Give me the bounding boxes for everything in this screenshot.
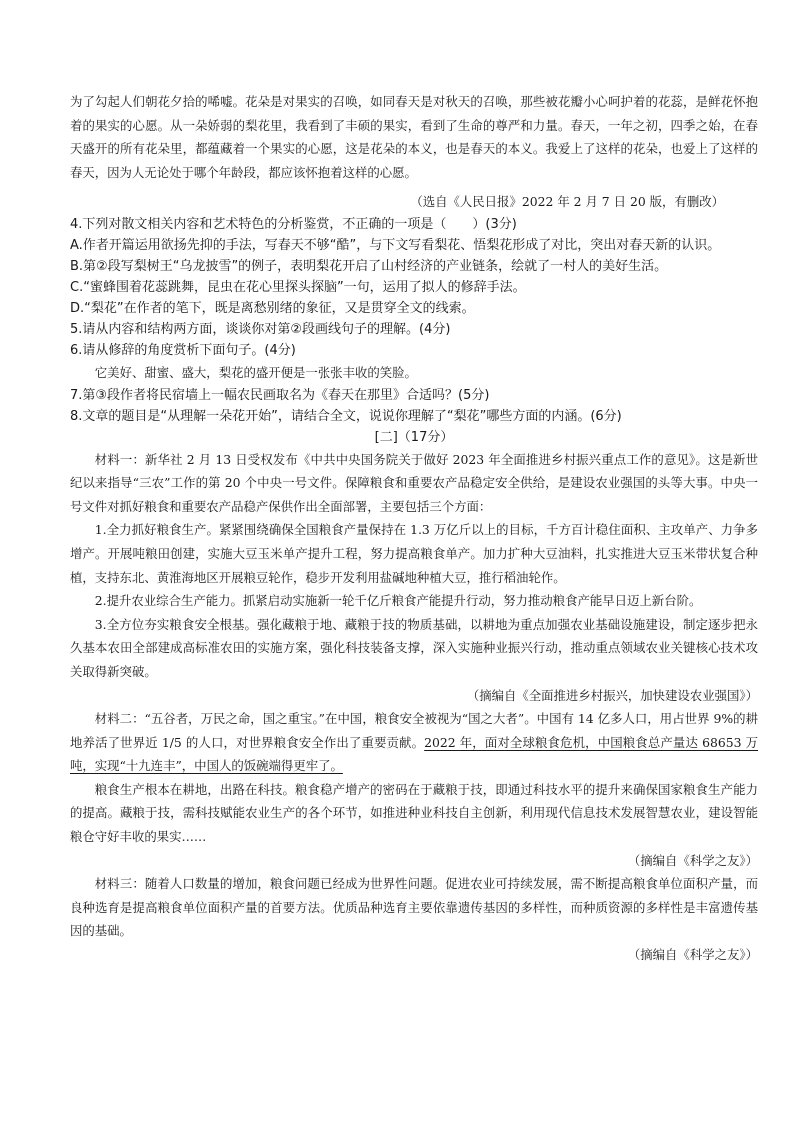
question-4-option-a: A.作者开篇运用欲扬先抑的手法，写春天不够“酷”，与下文写看梨花、悟梨花形成了对比，突出对春天新的认识。	[70, 237, 721, 253]
material-1-intro: 材料一：新华社 2 月 13 日受权发布《中共中央国务院关于做好 2023 年全面推进乡村振兴重点工作的意见》。这是新世纪以来指导“三农”工作的第 20 个中央一号文件。保障粮食和重要农产品稳定安全供给，是建设农业强国的头等大事。中央一号文件对抓好粮食和重要农产品稳产保供作出全面部署，主要包括三个方面：	[70, 451, 758, 514]
material-3-paragraph-1: 材料三：随着人口数量的增加，粮食问题已经成为世界性问题。促进农业可持续发展，需不断提高粮食单位面积产量，而良种选育是提高粮食单位面积产量的首要方法。优质品种选育主要依靠遗传基因的多样性，而种质资源的多样性是丰富遗传基因的基础。	[70, 876, 758, 939]
passage-source: （选自《人民日报》2022 年 2 月 7 日 20 版，有删改）	[410, 194, 724, 210]
passage-tail-paragraph: 为了勾起人们朝花夕拾的唏嘘。花朵是对果实的召唤，如同春天是对秋天的召唤，那些被花瓣小心呵护着的花蕊，是鲜花怀抱着的果实的心愿。从一朵娇弱的梨花里，我看到了丰硕的果实，看到了生命的尊严和力量。春天，一年之初，四季之始，在春天盛开的所有花朵里，都蕴藏着一个果实的心愿，这是花朵的本义，也是春天的本义。我爱上了这样的花朵，也爱上了这样的春天，因为人无论处于哪个年龄段，都应该怀抱着这样的心愿。	[70, 94, 758, 180]
material-1-source: （摘编自《全面推进乡村振兴，加快建设农业强国》）	[466, 687, 758, 703]
question-4-option-c: C.“蜜蜂围着花蕊跳舞，昆虫在花心里探头探脑”一句，运用了拟人的修辞手法。	[70, 279, 526, 295]
question-5: 5.请从内容和结构两方面，谈谈你对第②段画线句子的理解。(4分)	[70, 321, 451, 337]
material-2-underlined-sentence: 2022 年，面对全球粮食危机，中国粮食总产量达 68653 万吨，实现“十九连丰”，中国人的饭碗端得更牢了。	[70, 734, 758, 774]
question-4-option-d: D.“梨花”在作者的笔下，既是离愁别绪的象征，又是贯穿全文的线索。	[70, 300, 475, 316]
material-3	[70, 872, 758, 966]
material-2-source: （摘编自《科学之友》）	[627, 852, 758, 868]
material-1-point-1: 1.全力抓好粮食生产。紧紧围绕确保全国粮食产量保持在 1.3 万亿斤以上的目标，千方百计稳住面积、主攻单产、力争多增产。开展吨粮田创建，实施大豆玉米单产提升工程，努力提高粮食单产。加力扩种大豆油料，扎实推进大豆玉米带状复合种植，支持东北、黄淮海地区开展粮豆轮作，稳步开发利用盐碱地种植大豆，推行稻油轮作。	[70, 522, 758, 585]
question-7: 7.第③段作者将民宿墙上一幅农民画取名为《春天在那里》合适吗？(5分)	[70, 387, 490, 403]
questions-block	[70, 214, 758, 448]
material-2	[70, 707, 758, 872]
material-1-point-2: 2.提升农业综合生产能力。抓紧启动实施新一轮千亿斤粮食产能提升行动，努力推动粮食产能早日迈上新台阶。	[94, 593, 702, 609]
question-4-option-b: B.第②段写梨树王“乌龙披雪”的例子，表明梨花开启了山村经济的产业链条，绘就了一村人的美好生活。	[70, 258, 668, 274]
material-2-paragraph-2: 粮食生产根本在耕地，出路在科技。粮食稳产增产的密码在于藏粮于技，即通过科技水平的提升来确保国家粮食生产能力的提高。藏粮于技，需科技赋能农业生产的各个环节，如推进种业科技自主创新，利用现代信息技术发展智慧农业，建设智能粮仓守好丰收的果实……	[70, 781, 758, 845]
question-8: 8.文章的题目是“从理解一朵花开始”，请结合全文，说说你理解了“梨花”哪些方面的内涵。(6分)	[70, 408, 622, 424]
material-1-point-3: 3.全方位夯实粮食安全根基。强化藏粮于地、藏粮于技的物质基础，以耕地为重点加强农业基础设施建设，制定逐步把永久基本农田全部建成高标准农田的实施方案，强化科技装备支撑，深入实施种业振兴行动，推动重点领域农业关键核心技术攻关取得新突破。	[70, 616, 758, 679]
material-2-paragraph-1	[70, 707, 758, 778]
material-1	[70, 448, 758, 708]
question-6: 6.请从修辞的角度赏析下面句子。(4分)	[70, 342, 296, 358]
question-6-sentence: 它美好、甜蜜、盛大，梨花的盛开便是一张张丰收的笑脸。	[94, 364, 417, 380]
section-2-heading: [二]（17分）	[374, 429, 454, 445]
material-3-source: （摘编自《科学之友》）	[627, 947, 758, 963]
material-2-text: 材料二：“五谷者，万民之命，国之重宝。”在中国，粮食安全被视为“国之大者”。中国有 14 亿多人口，用占世界 9%的耕地养活了世界近 1/5 的人口，对世界粮食安全作出了重要贡献。	[70, 711, 758, 750]
question-4: 4.下列对散文相关内容和艺术特色的分析鉴赏，不正确的一项是（ ）(3分)	[70, 216, 517, 232]
